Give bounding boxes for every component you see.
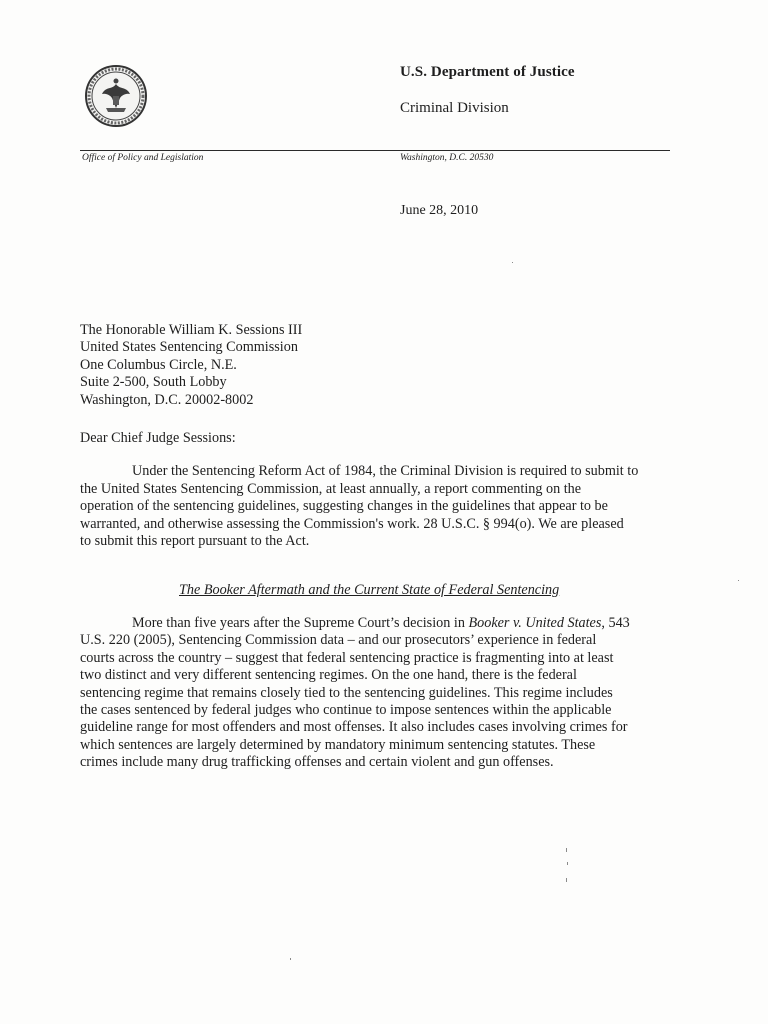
address-line: One Columbus Circle, N.E. bbox=[80, 356, 237, 373]
scan-speck bbox=[738, 580, 739, 581]
scan-speck bbox=[290, 958, 291, 960]
paragraph-line: which sentences are largely determined by mandatory minimum sentencing statutes. These bbox=[80, 736, 596, 753]
paragraph-line: the United States Sentencing Commission, at least annually, a report commenting on the bbox=[80, 480, 582, 497]
paragraph-line: courts across the country – suggest that federal sentencing practice is fragmenting into at least bbox=[80, 649, 614, 666]
scan-speck bbox=[566, 848, 567, 852]
address-line: Washington, D.C. 20002-8002 bbox=[80, 391, 254, 408]
line-text: , 543 bbox=[601, 615, 630, 631]
scan-speck bbox=[512, 262, 513, 263]
paragraph-line bbox=[80, 615, 630, 632]
scan-speck bbox=[567, 862, 568, 865]
line-text: More than five years after the Supreme Court’s decision in bbox=[132, 615, 469, 631]
address-line: United States Sentencing Commission bbox=[80, 339, 298, 356]
letter-date: June 28, 2010 bbox=[400, 203, 479, 218]
paragraph-line: to submit this report pursuant to the Act. bbox=[80, 533, 310, 550]
paragraph-line: U.S. 220 (2005), Sentencing Commission data – and our prosecutors’ experience in federal bbox=[80, 632, 597, 649]
paragraph-line: operation of the sentencing guidelines, suggesting changes in the guidelines that appear to be bbox=[80, 498, 608, 515]
division-name: Criminal Division bbox=[400, 100, 509, 116]
paragraph-line: guideline range for most offenders and most offenses. It also includes cases involving crimes for bbox=[80, 719, 628, 736]
paragraph-intro bbox=[80, 463, 638, 551]
address-line: The Honorable William K. Sessions III bbox=[80, 322, 303, 338]
letterhead-rule bbox=[80, 150, 670, 151]
doj-seal-icon bbox=[84, 64, 148, 128]
agency-name: U.S. Department of Justice bbox=[400, 64, 575, 80]
paragraph-line: two distinct and very different sentencing regimes. On the one hand, there is the federal bbox=[80, 667, 577, 684]
office-name: Office of Policy and Legislation bbox=[82, 153, 204, 163]
paragraph-line: the cases sentenced by federal judges who continue to impose sentences within the applicable bbox=[80, 702, 612, 719]
paragraph-line: Under the Sentencing Reform Act of 1984, the Criminal Division is required to submit to bbox=[132, 463, 639, 479]
case-name: Booker v. United States bbox=[468, 615, 602, 631]
salutation: Dear Chief Judge Sessions: bbox=[80, 430, 236, 446]
office-city: Washington, D.C. 20530 bbox=[400, 153, 494, 163]
scan-speck bbox=[566, 878, 567, 882]
paragraph-line: warranted, and otherwise assessing the Commission's work. 28 U.S.C. § 994(o). We are pleased bbox=[80, 515, 624, 532]
section-heading: The Booker Aftermath and the Current State of Federal Sentencing bbox=[179, 582, 560, 598]
recipient-address bbox=[80, 322, 302, 409]
address-line: Suite 2-500, South Lobby bbox=[80, 374, 227, 391]
paragraph-line: sentencing regime that remains closely tied to the sentencing guidelines. This regime includes bbox=[80, 684, 613, 701]
paragraph-booker bbox=[80, 615, 630, 772]
paragraph-line: crimes include many drug trafficking offenses and certain violent and gun offenses. bbox=[80, 754, 554, 771]
